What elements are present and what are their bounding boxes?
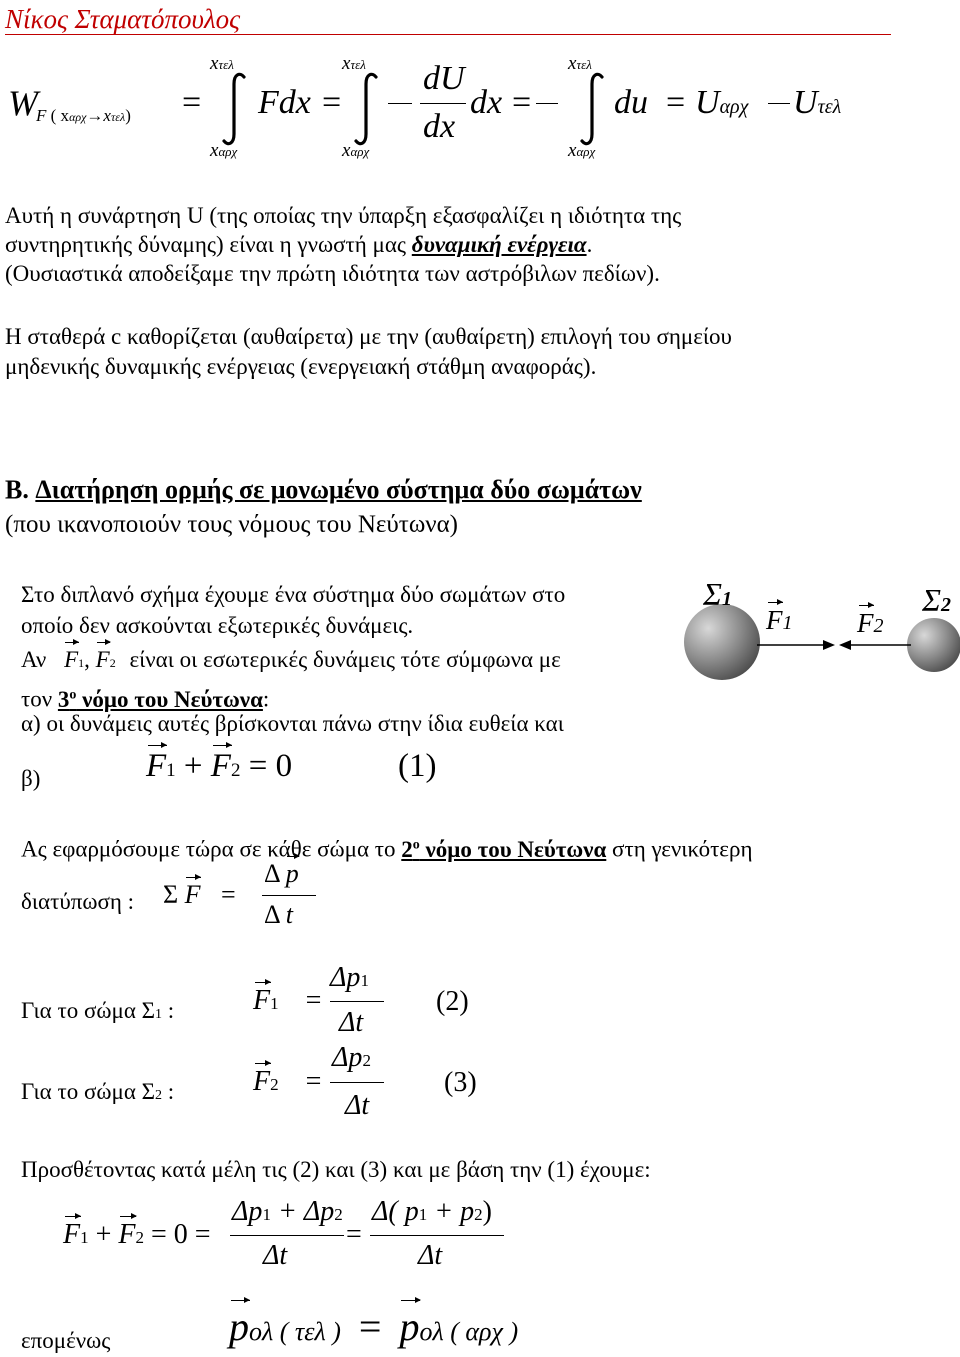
general-form-den: Δ t: [264, 900, 294, 929]
body1-F: F1 =: [253, 985, 322, 1016]
sum-eq-num1: Δp1 + Δp2: [232, 1196, 343, 1227]
para1-line2: συντηρητικής δύναμης) είναι η γνωστή μας δυναμική ενέργεια.: [5, 232, 593, 257]
final-equation: pολ ( τελ ) = pολ ( αρχ ): [229, 1304, 519, 1349]
sigma-1-label: Σ1: [703, 576, 733, 612]
sphere-1: [684, 604, 760, 680]
para2-line2: μηδενικής δυναμικής ενέργειας (ενεργειακή στάθμη αναφοράς).: [5, 354, 597, 379]
sum-eq-lhs: F1 + F2 = 0 =: [63, 1219, 211, 1250]
general-form-eq: Σ F =: [163, 880, 236, 909]
intro-line4: τον $3^o$ νόμο του Νεύτωνα:: [21, 686, 270, 712]
body1-num: Δp1: [330, 962, 369, 993]
integral-sign-3: [576, 72, 608, 146]
final-label: επομένως: [21, 1328, 111, 1353]
body1-eq-number: (2): [436, 986, 469, 1017]
intro-line5: α) οι δυνάμεις αυτές βρίσκονται πάνω στην ίδια ευθεία και: [21, 711, 564, 736]
integral-3-lower: xαρχ: [568, 140, 596, 161]
sum-eq-den1: Δt: [263, 1240, 288, 1271]
body2-F: F2 =: [253, 1066, 322, 1097]
eq-W: W: [8, 83, 38, 123]
equation-1-number: (1): [398, 748, 437, 784]
author-name: Νίκος Σταματόπουλος: [5, 4, 241, 34]
intro-line6-label: β): [21, 766, 41, 791]
general-form-num: Δ p: [264, 859, 299, 888]
eq-equals-3: =: [512, 84, 532, 121]
integral-3-upper: xτελ: [568, 53, 592, 74]
integral-sign-2: [350, 72, 382, 146]
equation-1: F1 + F2 = 0: [146, 748, 293, 784]
eq-equals-4: =: [666, 84, 686, 121]
eq-U-arch: Uαρχ: [695, 84, 749, 121]
sum-eq-num2: Δ( p1 + p2): [372, 1196, 492, 1227]
general-form-label: διατύπωση :: [21, 889, 135, 914]
sum-eq-den2: Δt: [418, 1240, 443, 1271]
body2-eq-number: (3): [444, 1067, 477, 1098]
eq-U-tel: Uτελ: [793, 84, 842, 121]
sum-eq-bar2: [370, 1235, 504, 1236]
integral-sign-1: [218, 72, 250, 146]
eq-Fdx: Fdx: [258, 84, 311, 121]
body2-num: Δp2: [332, 1042, 371, 1073]
general-form-bar: [262, 895, 316, 896]
body1-label: Για το σώμα Σ1 :: [21, 998, 175, 1023]
force-F2-label: F2: [857, 608, 884, 638]
sum-eq-equals: =: [346, 1219, 362, 1250]
eq-du: du: [614, 84, 648, 121]
minus-sign-3: [768, 103, 790, 104]
eq-equals-1: =: [182, 84, 202, 121]
intro-line3: Αν F1, F2 είναι οι εσωτερικές δυνάμεις τότε σύμφωνα με: [21, 647, 561, 672]
para1-line1: Αυτή η συνάρτηση U (της οποίας την ύπαρξη εξασφαλίζει η ιδιότητα της: [5, 203, 682, 228]
force-arrows: [755, 635, 915, 655]
body2-den: Δt: [345, 1090, 370, 1121]
intro-line2: οποίο δεν ασκούνται εξωτερικές δυνάμεις.: [21, 613, 414, 638]
intro-line1: Στο διπλανό σχήμα έχουμε ένα σύστημα δύο σωμάτων στο: [21, 582, 566, 607]
para1-line3: (Ουσιαστικά αποδείξαμε την πρώτη ιδιότητα των αστρόβιλων πεδίων).: [5, 261, 660, 286]
integral-2-upper: xτελ: [342, 53, 366, 74]
potential-energy-term: δυναμική ενέργεια: [411, 232, 587, 257]
minus-sign-1: [388, 103, 412, 104]
header-underline: [5, 34, 891, 35]
minus-sign-2: [536, 103, 558, 104]
frac-bar: [420, 103, 466, 104]
sigma-2-label: Σ2: [922, 582, 952, 618]
force-F1-label: F1: [766, 605, 793, 635]
integral-1-lower: xαρχ: [210, 140, 238, 161]
newton2-line: Ας εφαρμόσουμε τώρα σε κάθε σώμα το $2^o$ νόμο του Νεύτωνα στη γενικότερη: [21, 836, 753, 862]
body2-bar: [330, 1082, 384, 1083]
frac-dU: dU: [423, 60, 465, 97]
eq-dx: dx: [470, 84, 503, 121]
body1-bar: [330, 1001, 384, 1002]
frac-dx: dx: [423, 108, 456, 145]
sum-eq-bar1: [230, 1235, 344, 1236]
eq-equals-2: =: [322, 84, 342, 121]
eq-W-sub: F ( xαρχ→xτελ): [36, 106, 131, 125]
integral-2-lower: xαρχ: [342, 140, 370, 161]
section-b-subtitle: (που ικανοποιούν τους νόμους του Νεύτωνα): [5, 511, 459, 538]
body1-den: Δt: [339, 1007, 364, 1038]
section-b-heading: Β. Διατήρηση ορμής σε μονωμένο σύστημα δύο σωμάτων: [5, 475, 642, 504]
adding-line: Προσθέτοντας κατά μέλη τις (2) και (3) και με βάση την (1) έχουμε:: [21, 1157, 651, 1182]
body2-label: Για το σώμα Σ2 :: [21, 1079, 175, 1104]
integral-1-upper: xτελ: [210, 53, 234, 74]
para2-line1: Η σταθερά c καθορίζεται (αυθαίρετα) με την (αυθαίρετη) επιλογή του σημείου: [5, 324, 732, 349]
